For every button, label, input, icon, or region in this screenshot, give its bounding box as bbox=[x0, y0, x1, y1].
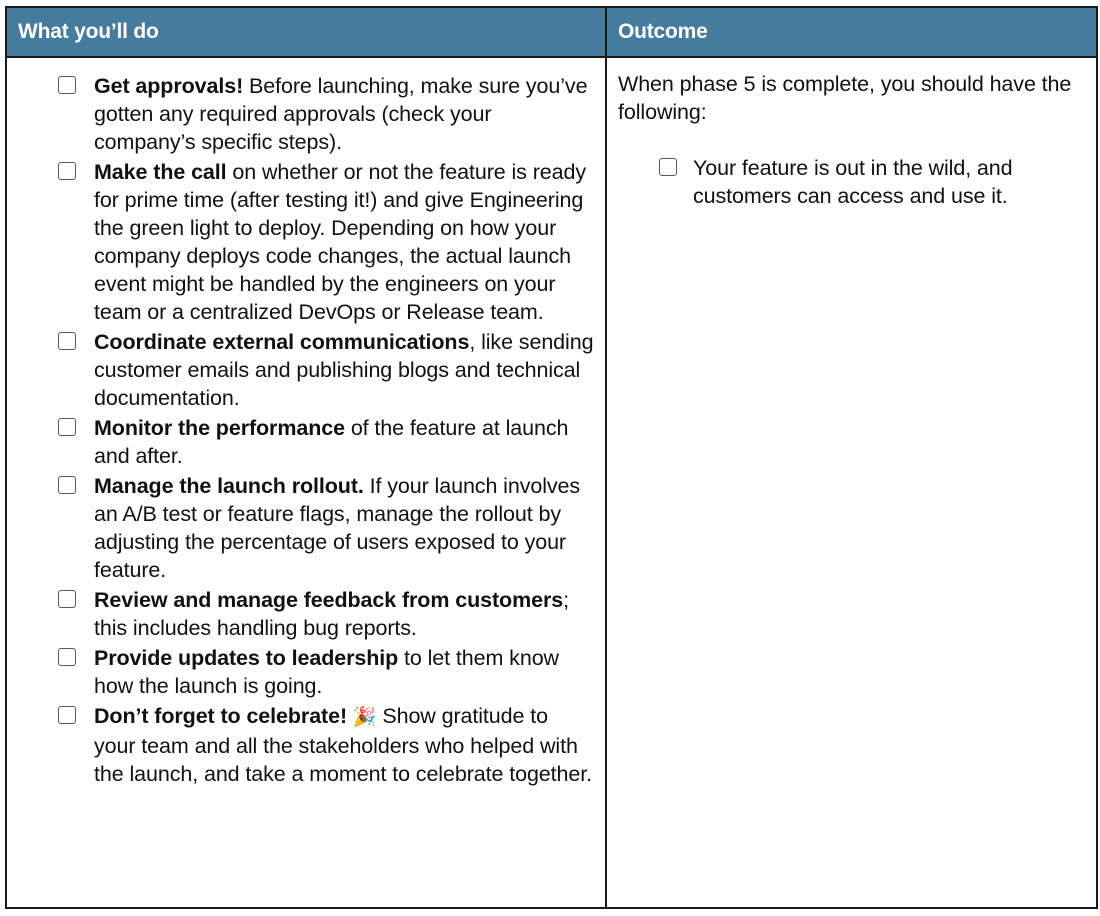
party-popper-icon: 🎉 bbox=[352, 707, 377, 728]
task-title: Monitor the performance bbox=[94, 416, 345, 440]
content-row bbox=[6, 57, 1097, 908]
checkbox-icon[interactable] bbox=[58, 476, 76, 494]
task-item-review-feedback bbox=[57, 586, 595, 642]
checkbox-icon[interactable] bbox=[58, 418, 76, 436]
outcome-intro: When phase 5 is complete, you should have the following: bbox=[618, 72, 1072, 124]
checkbox-icon[interactable] bbox=[659, 158, 677, 176]
task-text: ; this includes handling bug reports. bbox=[94, 588, 569, 640]
task-item-celebrate bbox=[57, 702, 595, 788]
task-checklist bbox=[57, 72, 595, 788]
task-text: Show gratitude to your team and all the stakeholders who helped with the launch, and take a moment to celebrate together. bbox=[94, 704, 592, 786]
task-title: Provide updates to leadership bbox=[94, 646, 399, 670]
outcome-item-feature-live bbox=[658, 154, 1086, 210]
task-title: Review and manage feedback from customers bbox=[94, 588, 564, 612]
task-text: of the feature at launch and after. bbox=[94, 416, 569, 468]
checkbox-icon[interactable] bbox=[58, 590, 76, 608]
task-item-monitor-performance bbox=[57, 414, 595, 470]
header-outcome: Outcome bbox=[606, 7, 1097, 57]
task-item-get-approvals bbox=[57, 72, 595, 156]
checkbox-icon[interactable] bbox=[58, 648, 76, 666]
task-title: Coordinate external communications bbox=[94, 330, 470, 354]
task-text: on whether or not the feature is ready for prime time (after testing it!) and give Engineering the green light to deploy. Depending on how your company deploys code changes, the actual launch event might be handled by the engineers on your team or a centralized DevOps or Release team. bbox=[94, 160, 586, 324]
task-title: Manage the launch rollout. bbox=[94, 474, 364, 498]
checkbox-icon[interactable] bbox=[58, 332, 76, 350]
phase-5-checklist-table bbox=[5, 6, 1098, 909]
checkbox-icon[interactable] bbox=[58, 162, 76, 180]
task-text: If your launch involves an A/B test or feature flags, manage the rollout by adjusting the percentage of users exposed to your feature. bbox=[94, 474, 581, 582]
task-text: , like sending customer emails and publishing blogs and technical documentation. bbox=[94, 330, 594, 410]
outcome-checklist bbox=[618, 154, 1086, 210]
checkbox-icon[interactable] bbox=[58, 706, 76, 724]
task-item-make-the-call bbox=[57, 158, 595, 326]
outcome-text: Your feature is out in the wild, and customers can access and use it. bbox=[693, 156, 1013, 208]
task-item-manage-rollout bbox=[57, 472, 595, 584]
outcome-cell bbox=[606, 57, 1097, 908]
task-title: Don’t forget to celebrate! bbox=[94, 704, 348, 728]
checkbox-icon[interactable] bbox=[58, 76, 76, 94]
task-text: to let them know how the launch is going. bbox=[94, 646, 559, 698]
task-title: Get approvals! bbox=[94, 74, 244, 98]
header-row bbox=[6, 7, 1097, 57]
task-text: Before launching, make sure you’ve gotten any required approvals (check your company’s specific steps). bbox=[94, 74, 588, 154]
task-title: Make the call bbox=[94, 160, 227, 184]
tasks-cell bbox=[6, 57, 606, 908]
header-what-youll-do: What you’ll do bbox=[6, 7, 606, 57]
task-item-coordinate-communications bbox=[57, 328, 595, 412]
task-item-provide-updates bbox=[57, 644, 595, 700]
